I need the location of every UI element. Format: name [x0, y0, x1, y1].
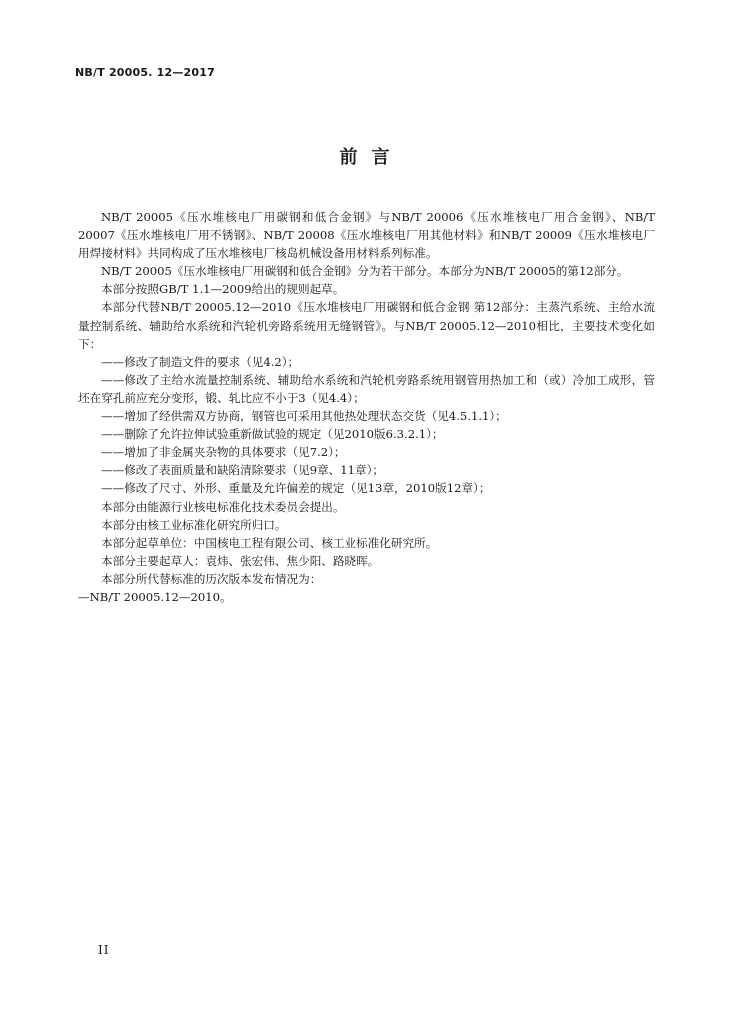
document-code: NB/T 20005. 12—2017: [75, 66, 215, 79]
paragraph-drafters: 本部分主要起草人：袁炜、张宏伟、焦少阳、路晓晖。: [101, 553, 380, 568]
paragraph-parts: NB/T 20005《压水堆核电厂用碳钢和低合金钢》分为若干部分。本部分为NB/T 20005的第12部分。: [101, 264, 629, 279]
paragraph-drafting-rules: 本部分按照GB/T 1.1—2009给出的规则起草。: [101, 282, 345, 297]
change-item: ——删除了允许拉伸试验重新做试验的规定（见2010版6.3.2.1）；: [101, 427, 444, 442]
change-item: ——修改了制造文件的要求（见4.2）；: [101, 354, 300, 369]
change-item: ——修改了主给水流量控制系统、辅助给水系统和汽轮机旁路系统用钢管用热加工和（或）冷加工成形，管坯在穿孔前应充分变形，锻、轧比应不小于3（见4.4）；: [78, 372, 655, 405]
change-item: ——增加了经供需双方协商，钢管也可采用其他热处理状态交货（见4.5.1.1）；: [101, 409, 507, 424]
page-title: 前言: [339, 147, 404, 168]
change-item: ——增加了非金属夹杂物的具体要求（见7.2）；: [101, 445, 346, 460]
document-body: [78, 208, 655, 606]
page-number: II: [98, 943, 110, 957]
change-item: ——修改了尺寸、外形、重量及允许偏差的规定（见13章，2010版12章）；: [101, 481, 491, 496]
paragraph-history-intro: 本部分所代替标准的历次版本发布情况为：: [101, 571, 322, 586]
paragraph-series-intro: NB/T 20005《压水堆核电厂用碳钢和低合金钢》与NB/T 20006《压水堆核电厂用合金钢》、NB/T 20007《压水堆核电厂用不锈钢》、NB/T 20008《压水堆核电厂用其他材料》和NB/T 20009《压水堆核电厂用焊接材料》共同构成了压水堆核电厂核岛机械设备用材料系列标准。: [78, 210, 655, 261]
paragraph-administrator: 本部分由核工业标准化研究所归口。: [101, 517, 287, 532]
paragraph-proposer: 本部分由能源行业核电标准化技术委员会提出。: [101, 499, 345, 514]
paragraph-replacement: 本部分代替NB/T 20005.12—2010《压水堆核电厂用碳钢和低合金钢 第12部分：主蒸汽系统、主给水流量控制系统、辅助给水系统和汽轮机旁路系统用无缝钢管》。与NB/T 20005.12—2010相比，主要技术变化如下：: [78, 300, 655, 351]
paragraph-drafting-units: 本部分起草单位：中国核电工程有限公司、核工业标准化研究所。: [101, 535, 438, 550]
history-item: —NB/T 20005.12—2010。: [78, 589, 232, 604]
change-item: ——修改了表面质量和缺陷清除要求（见9章、11章）；: [101, 463, 384, 478]
